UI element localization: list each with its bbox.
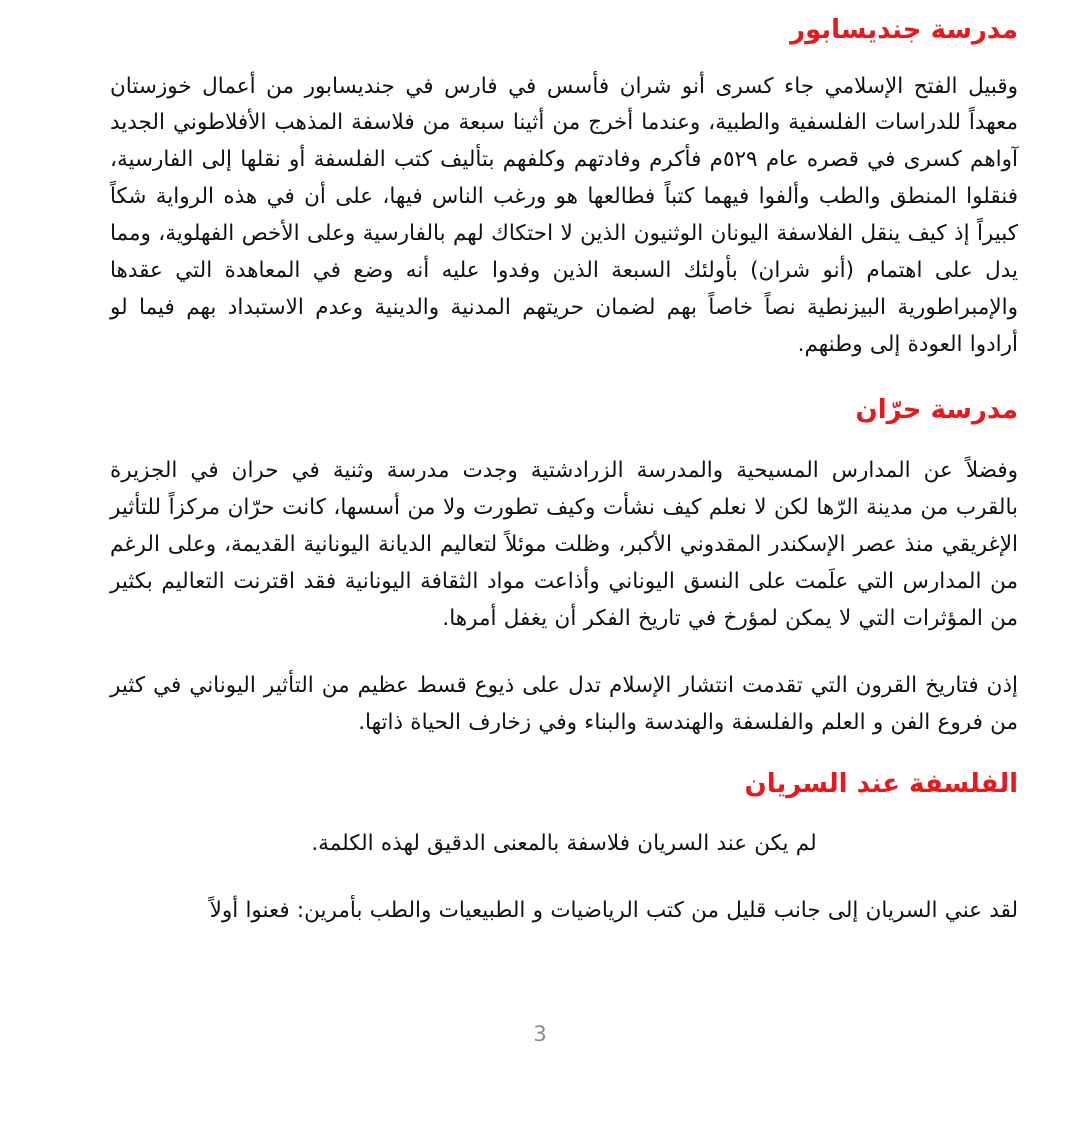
paragraph-harran-2: إذن فتاريخ القرون التي تقدمت انتشار الإسلام تدل على ذيوع قسط عظيم من التأثير اليوناني في كثير من فروع الفن و العلم والفلسفة والهندسة والبناء وفي زخارف الحياة ذاتها. [110,672,1018,735]
document-content [110,8,1018,930]
paragraph-syriac-1: لم يكن عند السريان فلاسفة بالمعنى الدقيق لهذه الكلمة. [311,831,817,857]
section-heading-syriac-philosophy: الفلسفة عند السريان [744,768,1018,799]
page-number: 3 [533,1022,547,1046]
paragraph-jundishapur-1: وقبيل الفتح الإسلامي جاء كسرى أنو شران فأسس في فارس في جنديسابور من أعمال خوزستان معهداً للدراسات الفلسفية والطبية، وعندما أخرج من أثينا سبعة من فلاسفة المذهب الأفلاطوني الجديد آواهم كسرى في قصره عام ٥٢٩م فأكرم وفادتهم وكلفهم بتأليف كتب الفلسفة أو نقلها إلى الفارسية، فنقلوا المنطق والطب وألفوا فيهما كتباً فطالعها هو ورغب الناس فيها، على أن في هذه الرواية شكاً كبيراً إذ كيف ينقل الفلاسفة اليونان الوثنيون الذين لا احتكاك لهم بالفارسية وعلى الأخص الفهلوية، ومما يدل على اهتمام (أنو شران) بأولئك السبعة الذين وفدوا عليه أنه وضع في المعاهدة التي عقدها والإمبراطورية البيزنطية نصاً خاصاً بهم لضمان حريتهم المدنية والدينية وعدم الاستبداد بهم فيما لو أرادوا العودة إلى وطنهم. [110,73,1018,358]
section-heading-jundishapur: مدرسة جنديسابور [790,15,1018,45]
paragraph-syriac-2: لقد عني السريان إلى جانب قليل من كتب الرياضيات و الطبيعيات والطب بأمرين: فعنوا أولاً [209,898,1018,923]
section-heading-harran: مدرسة حرّان [855,395,1018,426]
paragraph-harran-1: وفضلاً عن المدارس المسيحية والمدرسة الزرادشتية وجدت مدرسة وثنية في حران في الجزيرة بالقرب من مدينة الرّها لكن لا نعلم كيف نشأت وكيف تطورت ولا من أسسها، كانت حرّان مركزاً للتأثير الإغريقي منذ عصر الإسكندر المقدوني الأكبر، وظلت موئلاً لتعاليم الديانة اليونانية القديمة، وعلى الرغم من المدارس التي علَمت على النسق اليوناني وأذاعت مواد الثقافة اليونانية فقد اقترنت التعاليم بكثير من المؤثرات التي لا يمكن لمؤرخ في تاريخ الفكر أن يغفل أمرها. [110,457,1018,631]
